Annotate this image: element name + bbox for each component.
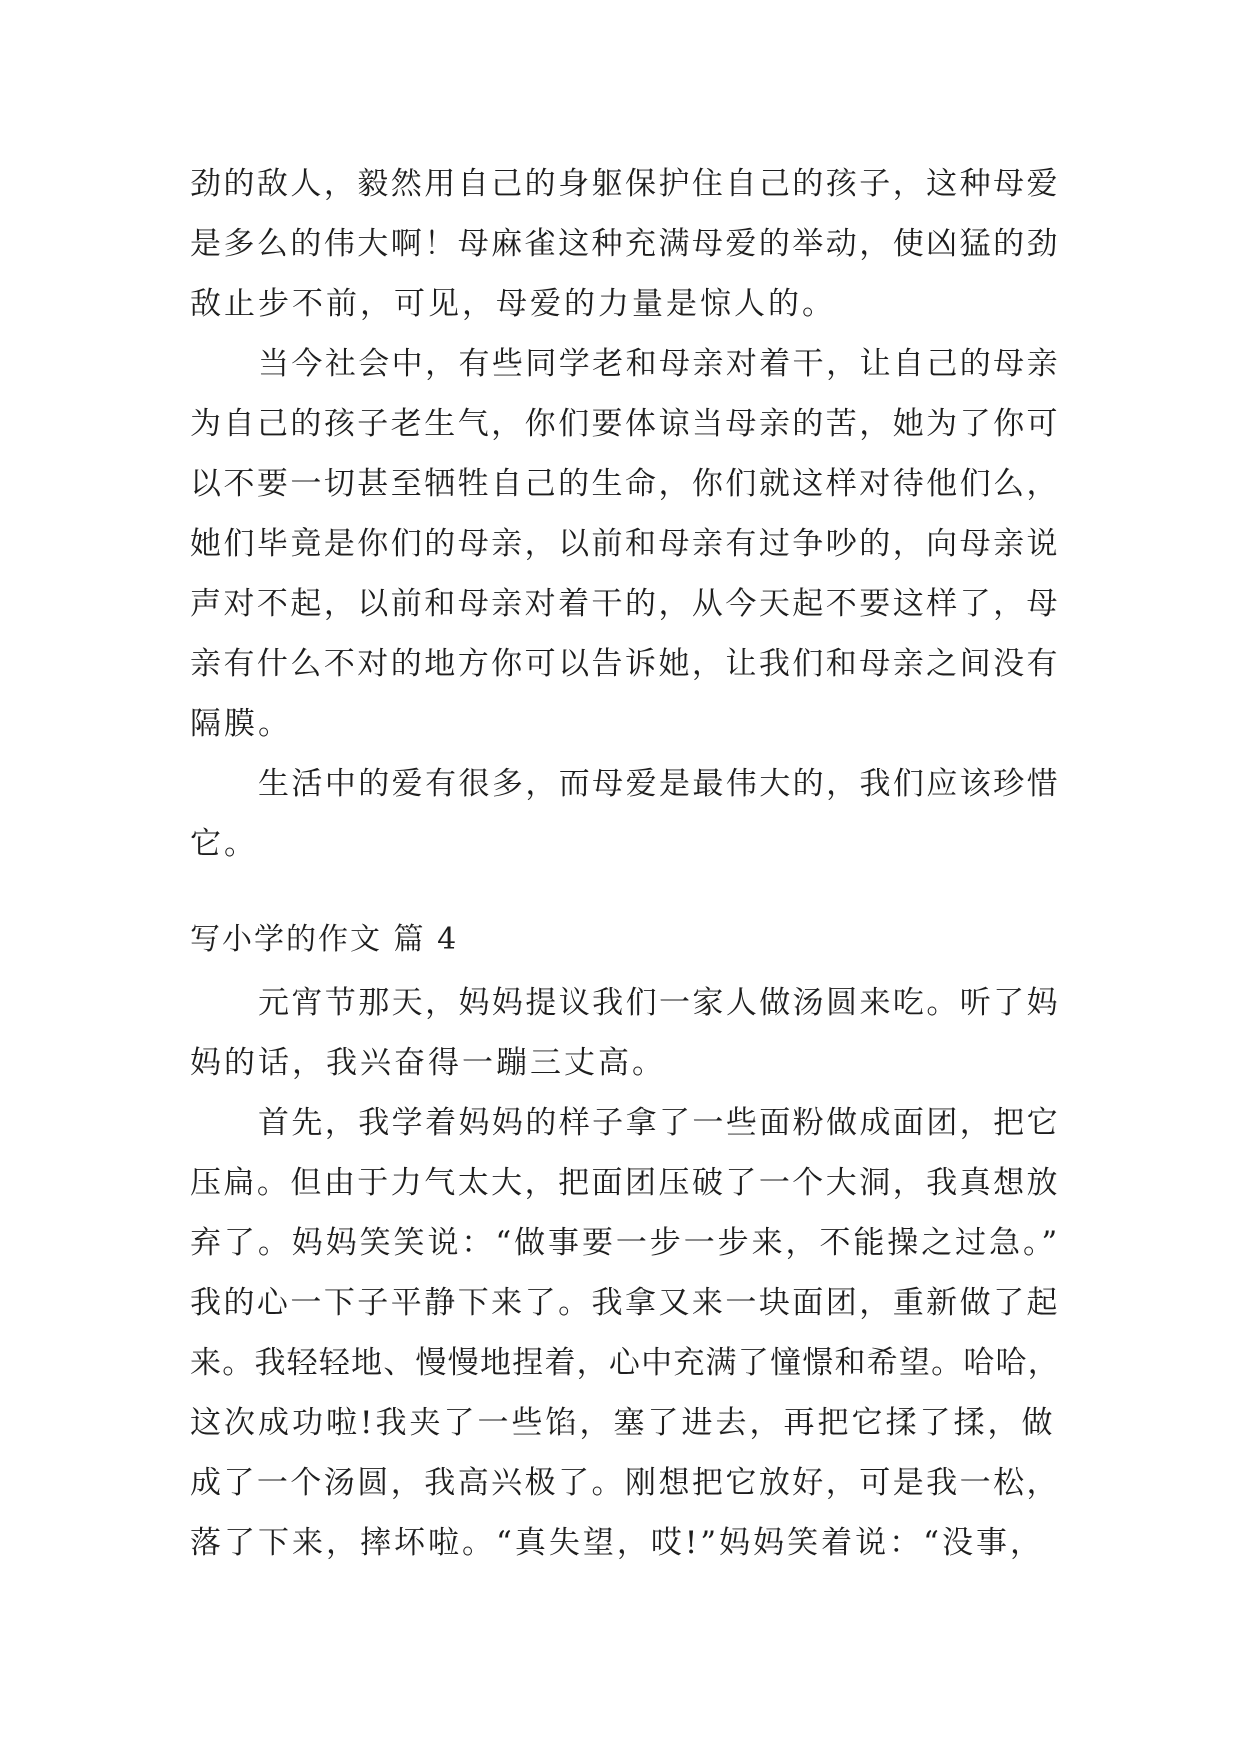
paragraph-line: 当今社会中，有些同学老和母亲对着干，让自己的母亲: [258, 346, 1060, 382]
paragraph-line: 以不要一切甚至牺牲自己的生命，你们就这样对待他们么，: [190, 466, 1060, 502]
paragraph-line: 为自己的孩子老生气，你们要体谅当母亲的苦，她为了你可: [190, 406, 1060, 442]
paragraph-line: 元宵节那天，妈妈提议我们一家人做汤圆来吃。听了妈: [258, 985, 1060, 1021]
paragraph-line: 来。我轻轻地、慢慢地捏着，心中充满了憧憬和希望。哈哈，: [190, 1345, 1060, 1381]
paragraph-line: 它。: [190, 826, 258, 862]
paragraph-line: 声对不起，以前和母亲对着干的，从今天起不要这样了，母: [190, 586, 1060, 622]
paragraph-line: 落了下来，摔坏啦。“真失望，哎!”妈妈笑着说：“没事，: [190, 1525, 1044, 1561]
paragraph-line: 是多么的伟大啊！母麻雀这种充满母爱的举动，使凶猛的劲: [190, 226, 1060, 262]
paragraph-line: 妈的话，我兴奋得一蹦三丈高。: [190, 1045, 666, 1081]
paragraph-line: 成了一个汤圆，我高兴极了。刚想把它放好，可是我一松，: [190, 1465, 1060, 1501]
paragraph-line: 这次成功啦!我夹了一些馅，塞了进去，再把它揉了揉，做: [190, 1405, 1056, 1441]
section-heading: 写小学的作文 篇 4: [190, 922, 459, 957]
paragraph-line: 亲有什么不对的地方你可以告诉她，让我们和母亲之间没有: [190, 646, 1060, 682]
paragraph-line: 敌止步不前，可见，母爱的力量是惊人的。: [190, 286, 836, 322]
paragraph-line: 隔膜。: [190, 706, 292, 742]
paragraph-line: 压扁。但由于力气太大，把面团压破了一个大洞，我真想放: [190, 1165, 1060, 1201]
paragraph-line: 首先，我学着妈妈的样子拿了一些面粉做成面团，把它: [258, 1105, 1060, 1141]
paragraph-line: 生活中的爱有很多，而母爱是最伟大的，我们应该珍惜: [258, 766, 1060, 802]
paragraph-line: 她们毕竟是你们的母亲，以前和母亲有过争吵的，向母亲说: [190, 526, 1060, 562]
paragraph-line: 我的心一下子平静下来了。我拿又来一块面团，重新做了起: [190, 1285, 1060, 1321]
paragraph-line: 劲的敌人，毅然用自己的身躯保护住自己的孩子，这种母爱: [190, 166, 1060, 202]
paragraph-line: 弃了。妈妈笑笑说：“做事要一步一步来，不能操之过急。”: [190, 1225, 1061, 1261]
